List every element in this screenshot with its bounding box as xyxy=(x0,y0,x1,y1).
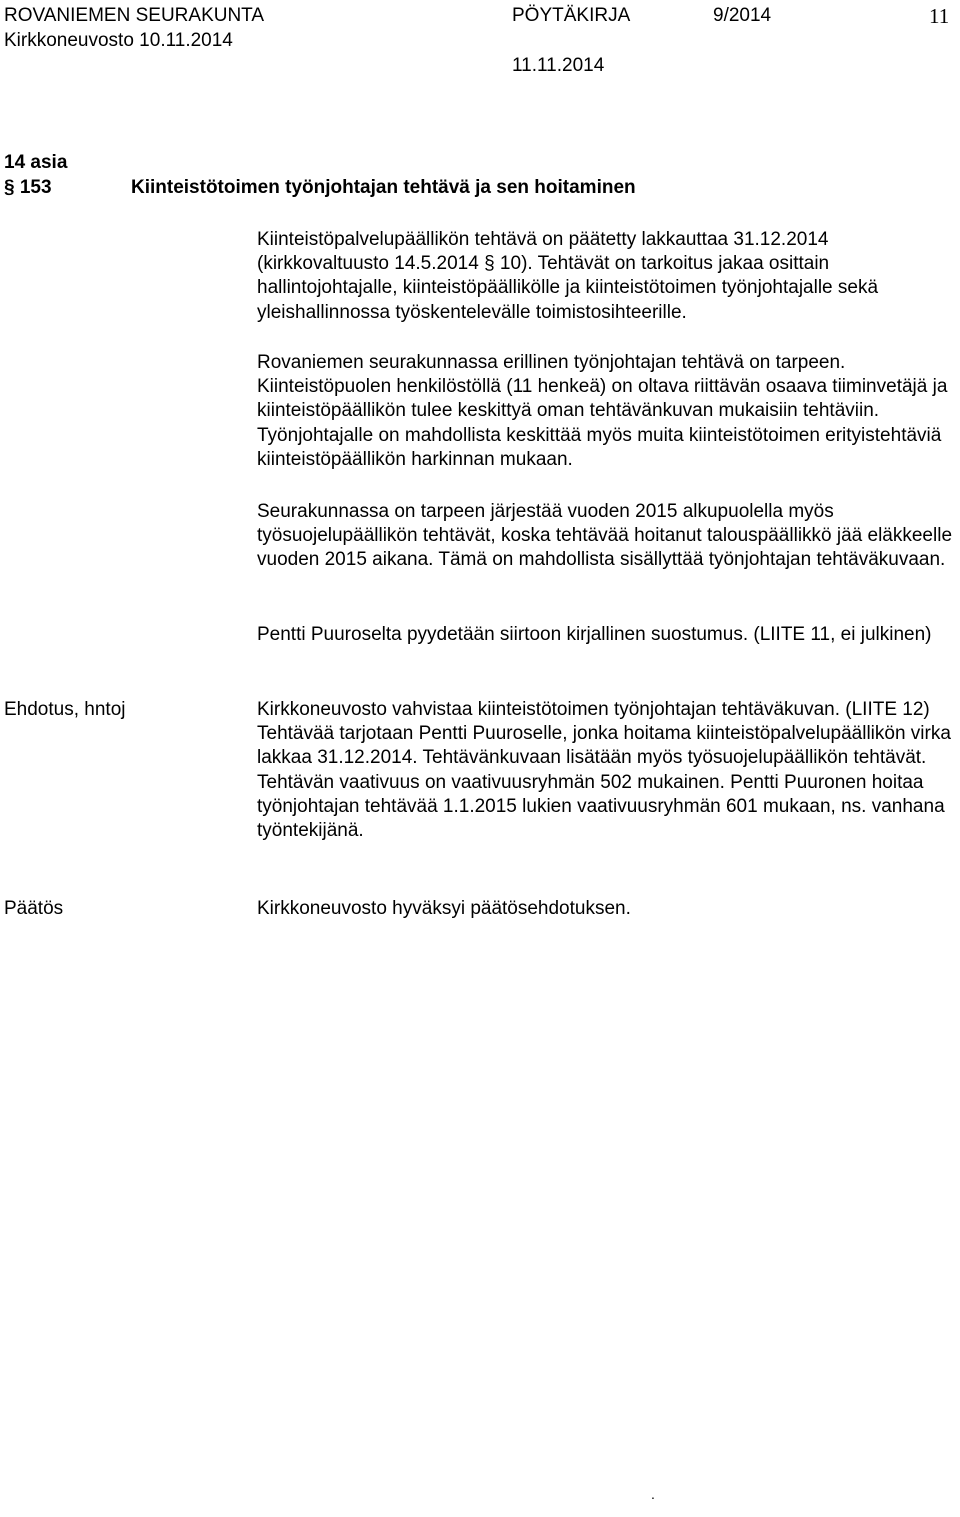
decision-label: Päätös xyxy=(4,898,64,919)
section-mark: § xyxy=(4,177,15,198)
decision-text: Kirkkoneuvosto hyväksyi päätösehdotuksen. xyxy=(257,898,631,919)
paragraph-4: Pentti Puuroselta pyydetään siirtoon kirjallinen suostumus. (LIITE 11, ei julkinen) xyxy=(257,624,932,645)
header-page-number: 11 xyxy=(929,4,950,28)
paragraph-1 xyxy=(257,228,957,325)
header-doc-type: PÖYTÄKIRJA xyxy=(512,5,631,26)
paragraph-3: Seurakunnassa on tarpeen järjestää vuoden 2015 alkupuolella myös työsuojelupäällikön tehtävät, koska tehtävää hoitanut talouspäällikkö jää eläkkeelle vuoden 2015 aikana. Tämä on mahdollista sisällyttää työnjohtajan tehtäväkuvaan. xyxy=(257,501,953,571)
item-number-line xyxy=(4,177,52,199)
paragraph-1-part-a: Kiinteistöpalvelupäällikön tehtävä on päätetty lakkauttaa 31.12.2014 (kirkkovaltuusto 14.5.2014 xyxy=(257,229,829,275)
proposal-text: Kirkkoneuvosto vahvistaa kiinteistötoimen työnjohtajan tehtäväkuvan. (LIITE 12) Tehtävää tarjotaan Pentti Puuroselle, jonka hoitama kiinteistöpalvelupäällikön virka lakkaa 31.12.2014. Tehtävänkuvaan lisätään myös työsuojelupäällikön tehtävät. Tehtävän vaativuus on vaativuusryhmän 502 mukainen. Pentti Puuronen hoitaa työnjohtajan tehtävää 1.1.2015 lukien vaativuusryhmän 601 mukaan, ns. vanhana työntekijänä. xyxy=(257,699,951,842)
header-organization: ROVANIEMEN SEURAKUNTA xyxy=(4,5,265,26)
paragraph-1-part-b: 10). Tehtävät on tarkoitus jakaa osittain hallintojohtajalle, kiinteistöpäällikölle ja kiinteistötoimen työnjohtajalle sekä yleishallinnossa työskentelevälle toimistosihteerille. xyxy=(257,253,879,323)
paragraph-2: Rovaniemen seurakunnassa erillinen työnjohtajan tehtävä on tarpeen. Kiinteistöpuolen henkilöstöllä (11 henkeä) on oltava riittävän osaava tiiminvetäjä ja kiinteistöpäällikön tulee keskittyä oman tehtävänkuvan mukaisiin tehtäviin. Työnjohtajalle on mahdollista keskittää myös muita kiinteistötoimen erityistehtäviä kiinteistöpäällikön harkinnan mukaan. xyxy=(257,352,948,470)
item-number: 153 xyxy=(19,177,52,198)
header-doc-number: 9/2014 xyxy=(713,5,772,26)
item-title: Kiinteistötoimen työnjohtajan tehtävä ja sen hoitaminen xyxy=(131,177,636,198)
header-date: 11.11.2014 xyxy=(512,55,605,76)
section-mark-inline: § xyxy=(484,253,495,275)
proposal-label: Ehdotus, hntoj xyxy=(4,699,126,720)
footer-mark: . xyxy=(651,1486,655,1502)
header-meeting: Kirkkoneuvosto 10.11.2014 xyxy=(4,30,233,51)
item-asia: 14 asia xyxy=(4,152,68,173)
